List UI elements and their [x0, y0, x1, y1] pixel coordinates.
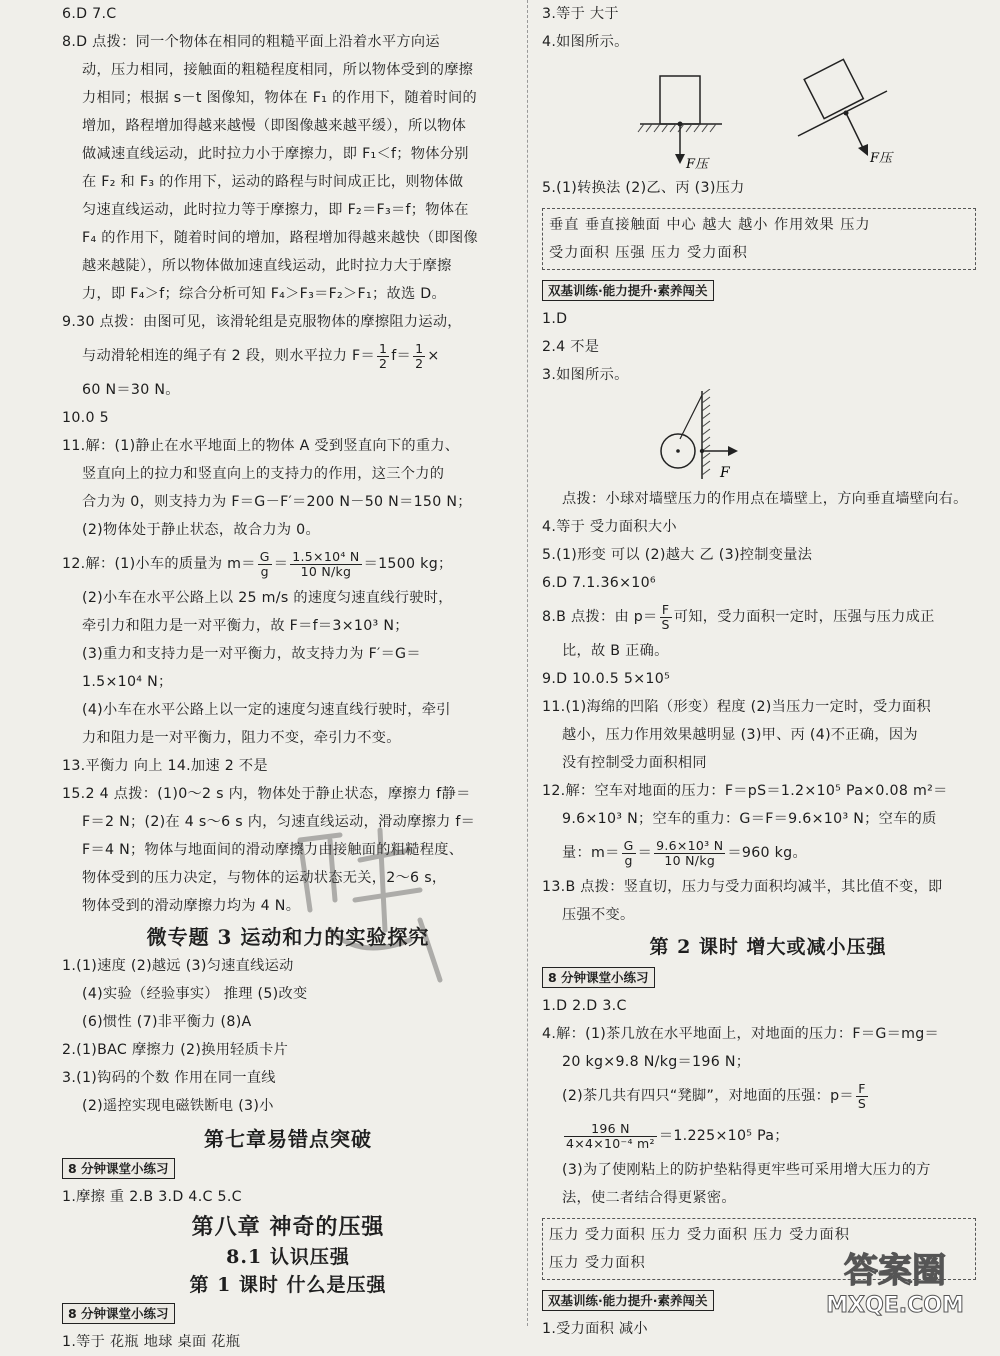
answer-line: 3.等于 大于 [542, 6, 619, 22]
fraction-denominator: S [857, 1095, 867, 1111]
answer-line: 8.D 点拨：同一个物体在相同的粗糙平面上沿着水平方向运 [62, 34, 440, 50]
answer-line: 11.(1)海绵的凹陷（形变）程度 (2)当压力一定时，受力面积 [542, 699, 931, 715]
answer-line: 5.(1)形变 可以 (2)越大 乙 (3)控制变量法 [542, 547, 813, 563]
answer-line: 12.解：空车对地面的压力：F＝pS＝1.2×10⁵ Pa×0.08 m²＝ [542, 783, 948, 799]
fraction-numerator: G [259, 548, 270, 564]
answer-line: 20 kg×9.8 N/kg＝196 N； [562, 1054, 751, 1070]
answer-line: 越来越陡），所以物体做加速直线运动，此时拉力大于摩擦 [82, 258, 452, 274]
fraction-numerator: 1 [415, 340, 424, 356]
watermark-url: MXQE.COM [826, 1293, 964, 1318]
answer-line: 4.等于 受力面积大小 [542, 519, 677, 535]
answer-line: (3)为了使刚粘上的防护垫粘得更牢些可采用增大压力的方 [562, 1162, 931, 1178]
pressure-force-figure [542, 56, 994, 174]
answer-line: F＝2 N；(2)在 4 s～6 s 内，匀速直线运动，滑动摩擦力 f＝ [82, 814, 476, 830]
fraction [377, 342, 389, 371]
fraction-denominator: 2 [379, 355, 388, 371]
answer-line: 1.等于 花瓶 地球 桌面 花瓶 [62, 1334, 241, 1350]
answer-line: (4)实验（经验事实） 推理 (5)改变 [82, 986, 308, 1002]
answer-line: (2)小车在水平公路上以 25 m/s 的速度匀速直线行驶时， [82, 590, 453, 606]
text-segment: 12.解：(1)小车的质量为 m＝ [62, 556, 256, 572]
answer-line: 1.(1)速度 (2)越远 (3)匀速直线运动 [62, 958, 294, 974]
fraction-numerator: 9.6×10³ N [656, 837, 724, 853]
answer-line: 11.解：(1)静止在水平地面上的物体 A 受到竖直向下的重力、 [62, 438, 460, 454]
force-label: F压 [686, 157, 709, 172]
answer-line-formula [62, 544, 514, 584]
text-segment: ＝960 kg。 [727, 845, 807, 861]
fraction [290, 550, 361, 579]
answer-line-formula [542, 833, 994, 873]
keyword-line: 垂直 垂直接触面 中心 越大 越小 作用效果 压力 [549, 217, 871, 233]
fraction-denominator: 10 N/kg [300, 563, 352, 579]
fraction-denominator: g [260, 563, 269, 579]
force-label: F压 [870, 151, 893, 166]
answer-line: 没有控制受力面积相同 [562, 755, 707, 771]
exercise-tag: 8 分钟课堂小练习 [62, 1158, 175, 1179]
answer-line: 3.如图所示。 [542, 367, 629, 383]
answer-line: 10.0 5 [62, 410, 109, 426]
right-column [542, 0, 994, 1343]
fraction-numerator: F [660, 603, 672, 618]
answer-line: 4.如图所示。 [542, 34, 629, 50]
answer-line: 9.D 10.0.5 5×10⁵ [542, 671, 671, 687]
answer-line: 15.2 4 点拨：(1)0～2 s 内，物体处于静止状态，摩擦力 f静＝ [62, 786, 471, 802]
exercise-tag: 双基训练·能力提升·素养闯关 [542, 280, 714, 301]
text-segment: 可知，受力面积一定时，压强与压力成正 [673, 609, 935, 625]
text-segment: f＝ [391, 348, 412, 364]
answer-line: 1.摩擦 重 2.B 3.D 4.C 5.C [62, 1189, 242, 1205]
answer-line-formula [542, 597, 994, 637]
answer-line: 2.4 不是 [542, 339, 600, 355]
text-segment: × [427, 348, 440, 364]
answer-line: (6)惯性 (7)非平衡力 (8)A [82, 1014, 252, 1030]
text-segment: ＝1.225×10⁵ Pa； [658, 1128, 789, 1144]
answer-line: 越小，压力作用效果越明显 (3)甲、丙 (4)不正确，因为 [562, 727, 918, 743]
fraction-denominator: 4×4×10⁻⁴ m² [566, 1135, 655, 1151]
answer-line: 6.D 7.C [62, 6, 117, 22]
fraction-denominator: 2 [415, 355, 424, 371]
fraction-numerator: G [623, 837, 634, 853]
answer-line: 力和阻力是一对平衡力，阻力不变，牵引力不变。 [82, 730, 401, 746]
answer-line: 60 N＝30 N。 [82, 382, 180, 398]
answer-line: 力，即 F₄＞f；综合分析可知 F₄＞F₃＝F₂＞F₁；故选 D。 [82, 286, 446, 302]
text-segment: 与动滑轮相连的绳子有 2 段，则水平拉力 F＝ [82, 348, 375, 364]
answer-line: 1.5×10⁴ N； [82, 674, 173, 690]
exercise-tag: 双基训练·能力提升·素养闯关 [542, 1290, 714, 1311]
answer-line: 比，故 B 正确。 [562, 643, 669, 659]
answer-line: 竖直向上的拉力和竖直向上的支持力的作用，这三个力的 [82, 466, 445, 482]
fraction-denominator: 10 N/kg [664, 852, 716, 868]
fraction-numerator: F [856, 1082, 868, 1097]
answer-line: 匀速直线运动，此时拉力等于摩擦力，即 F₂＝F₃＝f；物体在 [82, 202, 469, 218]
answer-line: 力相同；根据 s－t 图像知，物体在 F₁ 的作用下，随着时间的 [82, 90, 477, 106]
answer-line: 增加，路程增加得越来越慢（即图像越来越平缓），所以物体 [82, 118, 467, 134]
answer-line: 合力为 0，则支持力为 F＝G－F′＝200 N－50 N＝150 N； [82, 494, 472, 510]
column-divider [527, 0, 528, 1326]
answer-line: 9.6×10³ N；空车的重力：G＝F＝9.6×10³ N；空车的质 [562, 811, 937, 827]
exercise-tag: 8 分钟课堂小练习 [542, 967, 655, 988]
fraction-denominator: S [661, 616, 670, 632]
section-heading-ch7: 第七章易错点突破 [204, 1127, 372, 1151]
answer-line: 1.受力面积 减小 [542, 1321, 648, 1337]
text-segment: ＝1500 kg； [363, 556, 453, 572]
answer-line: 做减速直线运动，此时拉力小于摩擦力，即 F₁＜f；物体分别 [82, 146, 469, 162]
answer-line: (4)小车在水平公路上以一定的速度匀速直线行驶时，牵引 [82, 702, 451, 718]
answer-line: 点拨：小球对墙壁压力的作用点在墙壁上，方向垂直墙壁向右。 [562, 491, 968, 507]
answer-line: 3.(1)钩码的个数 作用在同一直线 [62, 1070, 276, 1086]
fraction [622, 839, 636, 868]
keyword-line: 受力面积 压强 压力 受力面积 [549, 245, 748, 261]
fraction [660, 603, 672, 632]
keyword-line: 压力 受力面积 压力 受力面积 压力 受力面积 [549, 1227, 850, 1243]
answer-line: F₄ 的作用下，随着时间的增加，路程增加得越来越快（即图像 [82, 230, 478, 246]
text-segment: 量：m＝ [562, 845, 620, 861]
left-column [62, 0, 514, 1356]
section-heading-micro: 微专题 3 运动和力的实验探究 [146, 925, 430, 949]
answer-line-formula [62, 336, 514, 376]
answer-line: 5.(1)转换法 (2)乙、丙 (3)压力 [542, 180, 745, 196]
answer-line: (3)重力和支持力是一对平衡力，故支持力为 F′＝G＝ [82, 646, 421, 662]
fraction-numerator: 196 N [564, 1122, 657, 1137]
section-heading-8-1: 8.1 认识压强 [226, 1246, 350, 1268]
answer-line-formula [542, 1076, 994, 1116]
answer-line: 压强不变。 [562, 907, 635, 923]
answer-line: (2)遥控实现电磁铁断电 (3)小 [82, 1098, 274, 1114]
force-label: F [720, 465, 730, 481]
lesson-heading-1: 第 1 课时 什么是压强 [189, 1274, 387, 1296]
answer-line: 4.解：(1)茶几放在水平地面上，对地面的压力：F＝G＝mg＝ [542, 1026, 940, 1042]
answer-line: 13.平衡力 向上 14.加速 2 不是 [62, 758, 268, 774]
answer-line: 物体受到的滑动摩擦力均为 4 N。 [82, 898, 301, 914]
answer-line: 牵引力和阻力是一对平衡力，故 F＝f＝3×10³ N； [82, 618, 409, 634]
exercise-tag: 8 分钟课堂小练习 [62, 1303, 175, 1324]
answer-line: 1.D [542, 311, 568, 327]
text-segment: (2)茶几共有四只“凳脚”，对地面的压强：p＝ [562, 1088, 854, 1104]
keyword-box [542, 208, 976, 270]
answer-8 [62, 28, 514, 308]
keyword-line: 压力 受力面积 [549, 1255, 646, 1271]
answer-line: 9.30 点拨：由图可见，该滑轮组是克服物体的摩擦阻力运动， [62, 314, 462, 330]
answer-line-formula [542, 1116, 994, 1156]
answer-line: F＝4 N；物体与地面间的滑动摩擦力由接触面的粗糙程度、 [82, 842, 464, 858]
lesson-heading-2: 第 2 课时 增大或减小压强 [649, 936, 887, 958]
answer-line: 6.D 7.1.36×10⁶ [542, 575, 656, 591]
answer-line: 13.B 点拨：竖直切，压力与受力面积均减半，其比值不变，即 [542, 879, 943, 895]
text-segment: 8.B 点拨：由 p＝ [542, 609, 658, 625]
answer-line: 法，使二者结合得更紧密。 [562, 1190, 736, 1206]
watermark-logo [800, 1240, 990, 1320]
chapter-heading-ch8: 第八章 神奇的压强 [191, 1214, 385, 1240]
answer-line: 1.D 2.D 3.C [542, 998, 627, 1014]
fraction-numerator: 1.5×10⁴ N [292, 548, 360, 564]
fraction [258, 550, 272, 579]
answer-line: (2)物体处于静止状态，故合力为 0。 [82, 522, 320, 538]
answer-line: 2.(1)BAC 摩擦力 (2)换用轻质卡片 [62, 1042, 289, 1058]
answer-line: 动，压力相同，接触面的粗糙程度相同，所以物体受到的摩擦 [82, 62, 474, 78]
text-segment: ＝ [637, 845, 653, 861]
fraction [654, 839, 725, 868]
fraction [413, 342, 425, 371]
fraction [564, 1122, 657, 1151]
text-segment: ＝ [273, 556, 289, 572]
watermark-text: 答案圈 [844, 1251, 946, 1291]
answer-line: 物体受到的压力决定，与物体的运动状态无关，2～6 s， [82, 870, 447, 886]
fraction [856, 1082, 868, 1111]
stamp-image [270, 800, 470, 1000]
ball-wall-figure [542, 389, 994, 485]
answer-line: 在 F₂ 和 F₃ 的作用下，运动的路程与时间成正比，则物体做 [82, 174, 464, 190]
fraction-numerator: 1 [379, 340, 388, 356]
fraction-denominator: g [624, 852, 633, 868]
